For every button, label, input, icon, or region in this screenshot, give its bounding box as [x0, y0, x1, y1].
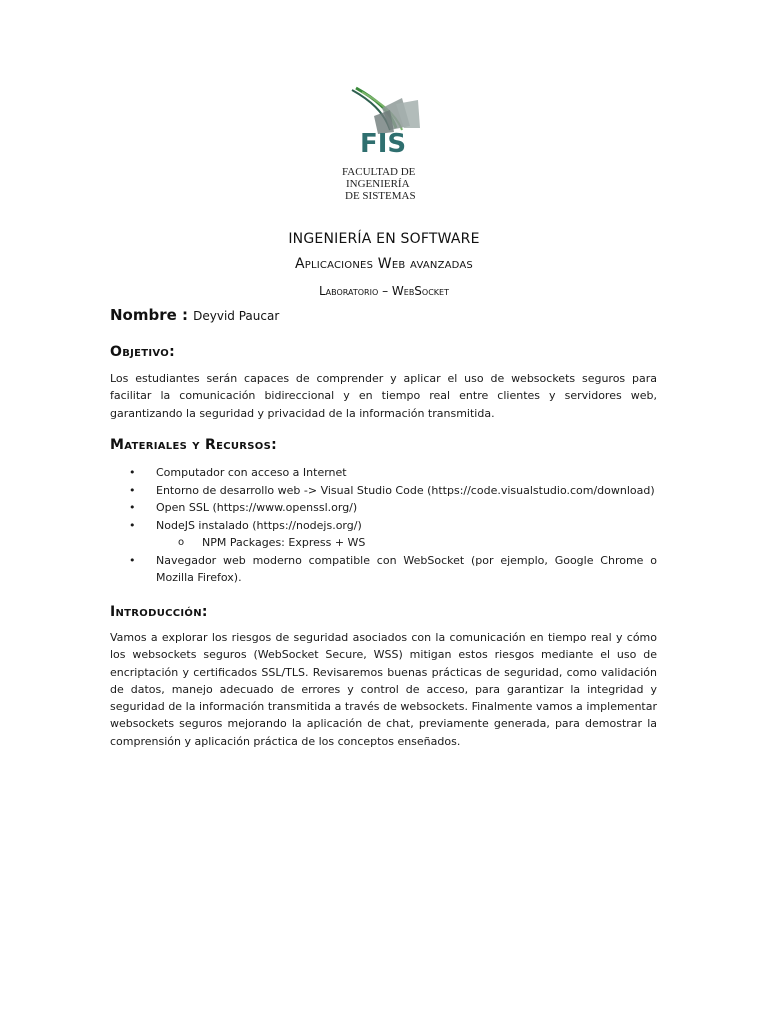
student-name-line	[110, 305, 279, 324]
list-item-text: Entorno de desarrollo web -> Visual Studio Code (https://code.visualstudio.com/download)	[156, 483, 655, 497]
lab-title: Laboratorio – WebSocket	[318, 284, 449, 298]
objective-text: Los estudiantes serán capaces de comprender y aplicar el uso de websockets seguros para facilitar la comunicación bidireccional y en tiempo real entre clientes y servidores web, garantizando la seguridad y privacidad de la información transmitida.	[110, 372, 657, 420]
logo-letters: FIS	[360, 129, 407, 156]
introduction-text: Vamos a explorar los riesgos de seguridad asociados con la comunicación en tiempo real y cómo los websockets seguros (WebSocket Secure, WSS) mitigan estos riesgos mediante el uso de encriptación y certificados SSL/TLS. Revisaremos buenas prácticas de seguridad, como validación de datos, manejo adecuado de errores y control de acceso, para garantizar la integridad y seguridad de la información transmitida a través de websockets. Finalmente vamos a implementar websockets seguros mejorando la aplicación de chat, previamente generada, para demostrar la comprensión y aplicación práctica de los conceptos enseñados.	[110, 631, 657, 748]
faculty-logo	[330, 86, 440, 206]
name-label: Nombre :	[110, 306, 189, 324]
list-item	[110, 499, 657, 517]
list-item	[110, 482, 657, 500]
objective-heading: Objetivo:	[110, 344, 175, 360]
bullet-icon: •	[129, 518, 136, 532]
fis-logo-icon	[340, 86, 430, 156]
bullet-icon: •	[129, 553, 136, 567]
name-value: Deyvid Paucar	[193, 309, 280, 323]
list-item-text: Navegador web moderno compatible con WebSocket (por ejemplo, Google Chrome o Mozilla Firefox).	[156, 553, 657, 584]
introduction-heading: Introducción:	[110, 604, 208, 620]
list-item-text: Open SSL (https://www.openssl.org/)	[156, 501, 358, 514]
logo-line-1: FACULTAD DE	[342, 166, 416, 178]
list-item	[110, 517, 657, 535]
circle-bullet-icon: o	[178, 537, 185, 548]
logo-caption	[330, 166, 440, 202]
subject-title: Aplicaciones Web avanzadas	[295, 256, 473, 272]
course-title: INGENIERÍA EN SOFTWARE	[288, 231, 480, 247]
logo-line-2: INGENIERÍA	[346, 178, 410, 190]
logo-line-3: DE SISTEMAS	[345, 190, 416, 202]
list-item-text: NPM Packages: Express + WS	[202, 536, 366, 549]
list-item	[110, 552, 657, 587]
sub-list-item	[110, 534, 657, 552]
list-item-text: NodeJS instalado (https://nodejs.org/)	[156, 518, 362, 532]
list-item	[110, 464, 657, 482]
list-item-text: Computador con acceso a Internet	[156, 466, 347, 479]
bullet-icon: •	[129, 466, 136, 479]
materials-list	[110, 464, 657, 587]
bullet-icon: •	[129, 501, 136, 514]
bullet-icon: •	[129, 483, 136, 497]
materials-heading: Materiales y Recursos:	[110, 437, 277, 453]
